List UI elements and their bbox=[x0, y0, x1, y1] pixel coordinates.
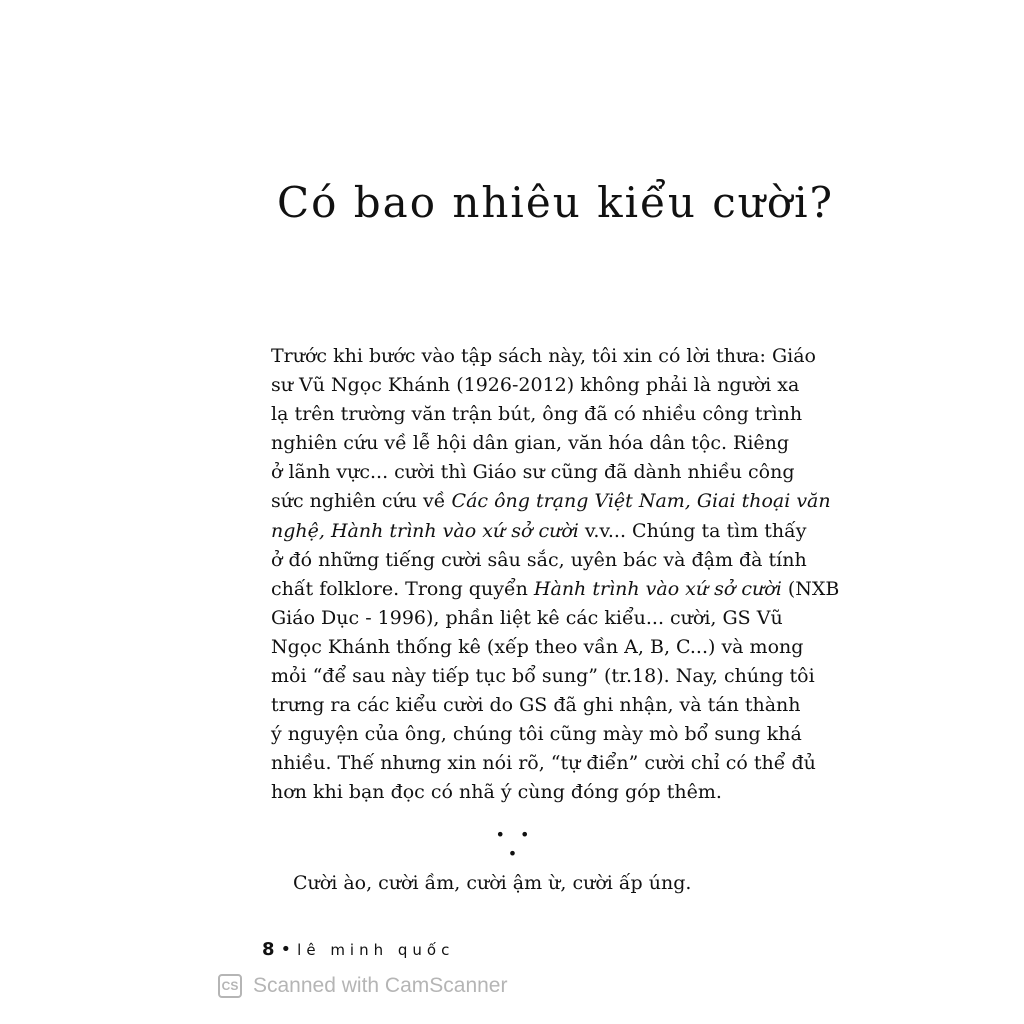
book-title-text: Các ông trạng Việt Nam, Giai thoại văn bbox=[451, 490, 831, 513]
page-number: 8 bbox=[262, 939, 275, 960]
paragraph-text: nhiều. Thế nhưng xin nói rõ, “tự điển” cười chỉ có thể đủ bbox=[271, 752, 816, 775]
footer-bullet: • bbox=[280, 939, 292, 960]
paragraph-text: ý nguyện của ông, chúng tôi cũng mày mò bổ sung khá bbox=[271, 723, 802, 746]
paragraph-line bbox=[271, 720, 802, 749]
camscanner-logo-icon: CS bbox=[218, 974, 242, 998]
paragraph-text: mỏi “để sau này tiếp tục bổ sung” (tr.18). Nay, chúng tôi bbox=[271, 665, 815, 688]
book-title-text: Hành trình vào xứ sở cười bbox=[533, 577, 782, 600]
paragraph-line bbox=[271, 633, 804, 662]
paragraph-text: ở đó những tiếng cười sâu sắc, uyên bác và đậm đà tính bbox=[271, 548, 807, 571]
watermark-text: Scanned with CamScanner bbox=[253, 974, 508, 997]
paragraph-text: hơn khi bạn đọc có nhã ý cùng đóng góp thêm. bbox=[271, 781, 722, 804]
book-title-text: nghệ, Hành trình vào xứ sở cười bbox=[271, 519, 579, 542]
paragraph-line bbox=[271, 371, 800, 400]
paragraph-text: (NXB bbox=[781, 577, 840, 600]
paragraph-line bbox=[271, 429, 790, 458]
chapter-title: Có bao nhiêu kiểu cười? bbox=[277, 178, 835, 227]
paragraph-line bbox=[271, 487, 831, 516]
intro-paragraph bbox=[271, 342, 840, 808]
paragraph-line bbox=[271, 662, 815, 691]
paragraph-line bbox=[271, 575, 840, 604]
laugh-entry: Cười ào, cười ầm, cười ậm ừ, cười ấp úng. bbox=[293, 872, 692, 894]
paragraph-text: sức nghiên cứu về bbox=[271, 490, 452, 513]
paragraph-line bbox=[271, 400, 803, 429]
paragraph-text: trưng ra các kiểu cười do GS đã ghi nhận, và tán thành bbox=[271, 694, 801, 717]
paragraph-line bbox=[271, 546, 807, 575]
paragraph-text: lạ trên trường văn trận bút, ông đã có nhiều công trình bbox=[271, 403, 803, 426]
footer-author: lê minh quốc bbox=[297, 941, 455, 959]
paragraph-line bbox=[271, 458, 795, 487]
paragraph-line bbox=[271, 342, 816, 371]
section-separator: • • • bbox=[495, 825, 535, 863]
paragraph-line bbox=[271, 517, 807, 546]
paragraph-line bbox=[271, 778, 771, 807]
paragraph-line bbox=[271, 749, 816, 778]
camscanner-watermark bbox=[218, 974, 507, 998]
page-footer bbox=[262, 939, 454, 960]
paragraph-text: Ngọc Khánh thống kê (xếp theo vần A, B, C...) và mong bbox=[271, 635, 804, 658]
paragraph-text: v.v... Chúng ta tìm thấy bbox=[578, 519, 807, 542]
paragraph-line bbox=[271, 691, 801, 720]
paragraph-text: chất folklore. Trong quyển bbox=[271, 577, 534, 600]
paragraph-line bbox=[271, 604, 783, 633]
paragraph-text: Trước khi bước vào tập sách này, tôi xin có lời thưa: Giáo bbox=[271, 345, 816, 367]
paragraph-text: Giáo Dục - 1996), phần liệt kê các kiểu... cười, GS Vũ bbox=[271, 606, 783, 629]
paragraph-text: nghiên cứu về lễ hội dân gian, văn hóa dân tộc. Riêng bbox=[271, 432, 790, 455]
paragraph-text: sư Vũ Ngọc Khánh (1926-2012) không phải là người xa bbox=[271, 374, 800, 397]
paragraph-text: ở lãnh vực... cười thì Giáo sư cũng đã dành nhiều công bbox=[271, 461, 795, 484]
